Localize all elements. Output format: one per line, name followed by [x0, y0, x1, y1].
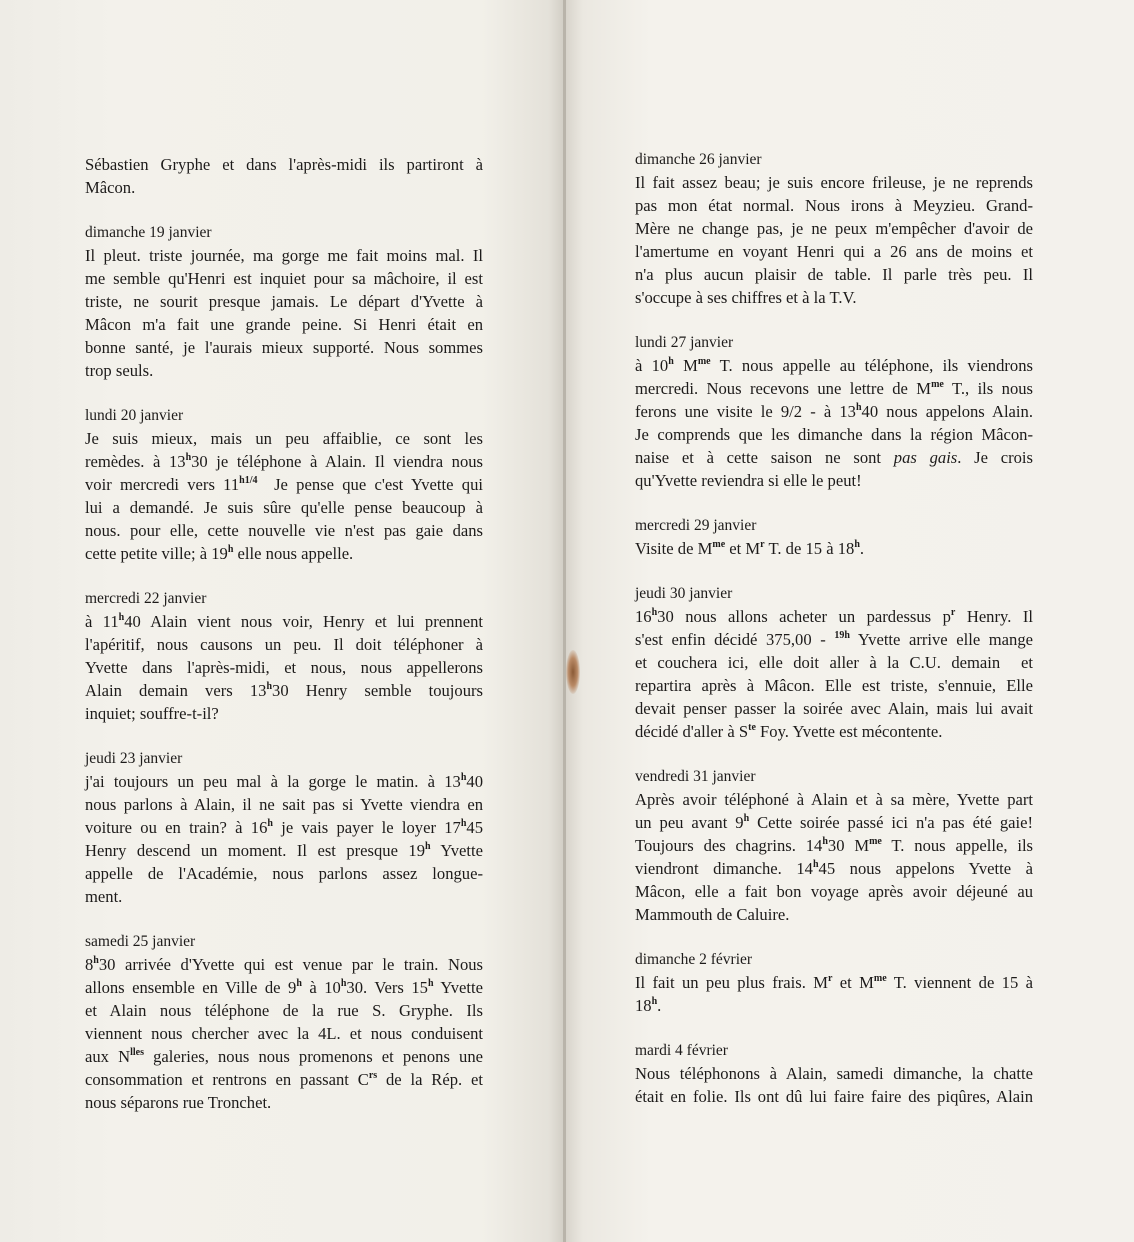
text-segment: Sébastien Gryphe et dans l'après-midi ils partiront à	[85, 155, 483, 174]
superscript: 19h	[834, 630, 850, 641]
text-line	[635, 697, 1033, 720]
superscript: h	[651, 607, 658, 618]
text-segment: bonne santé, je l'aurais mieux supporté. Nous sommes	[85, 338, 483, 357]
text-segment: ferons une visite le 9/2 - à 13	[635, 402, 856, 421]
superscript: h	[651, 996, 658, 1007]
text-segment: et M	[725, 539, 761, 558]
diary-entry	[635, 514, 1033, 560]
text-line	[635, 446, 1033, 469]
text-segment: T. nous appelle au téléphone, ils viendrons	[710, 356, 1033, 375]
text-segment: et M	[832, 973, 874, 992]
text-line	[635, 377, 1033, 400]
superscript: lles	[130, 1047, 144, 1058]
superscript: h	[668, 356, 674, 367]
text-line	[85, 519, 483, 542]
text-segment: 30 Henry semble toujours	[272, 681, 483, 700]
text-segment: l'apéritif, nous causons un peu. Il doit téléphoner à	[85, 635, 483, 654]
superscript: h	[118, 612, 125, 623]
superscript: te	[748, 722, 756, 733]
diary-entry	[635, 765, 1033, 926]
text-segment: me semble qu'Henri est inquiet pour sa mâchoire, il est	[85, 269, 483, 288]
text-line	[635, 263, 1033, 286]
text-segment: 16	[635, 607, 652, 626]
text-segment: 30. Vers 15	[346, 978, 428, 997]
superscript: me	[873, 973, 887, 984]
text-segment: cette petite ville; à 19	[85, 544, 228, 563]
text-line	[635, 537, 1033, 560]
text-segment: Yvette	[430, 841, 484, 860]
superscript: h	[267, 818, 273, 829]
text-segment: Je comprends que les dimanche dans la région Mâcon-	[635, 425, 1033, 444]
text-line	[635, 423, 1033, 446]
text-segment: 30 M	[827, 836, 870, 855]
text-segment: n'a plus aucun plaisir de table. Il parle très peu. Il	[635, 265, 1033, 284]
diary-entry	[85, 221, 483, 382]
text-segment: 45 nous appelons Yvette à	[818, 859, 1034, 878]
text-segment: 40	[466, 772, 483, 791]
text-segment: à 10	[301, 978, 341, 997]
text-line	[635, 194, 1033, 217]
text-line	[85, 679, 483, 702]
entry-date: dimanche 2 février	[635, 951, 753, 968]
text-segment: à 11	[85, 612, 119, 631]
text-segment: était en folie. Ils ont dû lui faire faire des piqûres, Alain	[635, 1087, 1033, 1106]
text-line	[85, 610, 483, 633]
text-segment: inquiet; souffre-t-il?	[85, 704, 219, 723]
left-page-text	[85, 153, 483, 1136]
text-line	[635, 1085, 1033, 1108]
text-segment: devait penser passer la soirée avec Alain, mais lui avait	[635, 699, 1033, 718]
text-segment: triste, ne sourit presque jamais. Le départ d'Yvette à	[85, 292, 483, 311]
text-line	[85, 244, 483, 267]
text-segment: allons ensemble en Ville de 9	[85, 978, 297, 997]
text-segment: viendront dimanche. 14	[635, 859, 813, 878]
text-segment: Henry descend un moment. Il est presque 19	[85, 841, 426, 860]
superscript: me	[697, 356, 711, 367]
entry-date: mardi 4 février	[635, 1042, 728, 1059]
entry-date: dimanche 19 janvier	[85, 224, 212, 241]
superscript: h	[854, 539, 860, 550]
text-line	[85, 496, 483, 519]
text-segment: Visite de M	[635, 539, 713, 558]
text-segment: 18	[635, 996, 652, 1015]
text-segment: 45	[466, 818, 483, 837]
text-line	[85, 633, 483, 656]
text-line	[635, 1062, 1033, 1085]
text-segment: 30 arrivée d'Yvette qui est venue par le train. Nous	[98, 955, 483, 974]
text-line	[85, 816, 483, 839]
text-segment: qu'Yvette reviendra si elle le peut!	[635, 471, 862, 490]
text-line	[635, 857, 1033, 880]
diary-entry	[85, 587, 483, 725]
superscript: me	[869, 836, 882, 847]
text-segment: Cette soirée passé ici n'a pas été gaie!	[749, 813, 1033, 832]
text-line	[85, 267, 483, 290]
text-line	[85, 450, 483, 473]
text-segment: viennent nous chercher avec la 4L. et nous conduisent	[85, 1024, 483, 1043]
text-segment: voir mercredi vers 11	[85, 475, 240, 494]
text-line	[635, 674, 1033, 697]
text-segment: elle nous appelle.	[233, 544, 354, 563]
text-segment: T., ils nous	[943, 379, 1034, 398]
text-segment: et Alain nous téléphone de la rue S. Gryphe. Ils	[85, 1001, 483, 1020]
text-line	[635, 994, 1033, 1017]
text-segment: Il fait assez beau; je suis encore frileuse, je ne reprends	[635, 173, 1033, 192]
entry-date: mercredi 22 janvier	[85, 590, 207, 607]
text-segment: Foy. Yvette est mécontente.	[755, 722, 943, 741]
text-segment: .	[859, 539, 865, 558]
text-segment: Il pleut. triste journée, ma gorge me fait moins mal. Il	[85, 246, 483, 265]
text-line	[635, 217, 1033, 240]
superscript: h	[296, 978, 302, 989]
text-segment: T. viennent de 15 à	[886, 973, 1033, 992]
right-page-text	[635, 148, 1033, 1130]
diary-entry	[635, 582, 1033, 743]
text-segment: 30 nous allons acheter un pardessus p	[657, 607, 951, 626]
text-segment: appelle de l'Académie, nous parlons assez longue-	[85, 864, 483, 883]
superscript: r	[950, 607, 956, 618]
text-segment: Henry. Il	[955, 607, 1033, 626]
text-segment: Alain demain vers 13	[85, 681, 267, 700]
text-line	[85, 885, 483, 908]
text-segment: Yvette dans l'après-midi, et nous, nous appellerons	[85, 658, 483, 677]
text-line	[85, 953, 483, 976]
superscript: rs	[368, 1070, 378, 1081]
text-segment: Je suis mieux, mais un peu affaiblie, ce sont les	[85, 429, 483, 448]
text-segment: décidé d'aller à S	[635, 722, 749, 741]
text-segment: s'occupe à ses chiffres et à la T.V.	[635, 288, 857, 307]
entry-date: jeudi 23 janvier	[85, 750, 183, 767]
text-segment: voiture ou en train? à 16	[85, 818, 268, 837]
text-segment: j'ai toujours un peu mal à la gorge le matin. à 13	[85, 772, 461, 791]
superscript: h	[227, 544, 234, 555]
diary-entry	[85, 153, 483, 199]
superscript: h1/4	[239, 475, 258, 486]
text-line	[635, 880, 1033, 903]
diary-entry	[85, 404, 483, 565]
text-line	[635, 903, 1033, 926]
text-line	[85, 656, 483, 679]
text-segment: Nous téléphonons à Alain, samedi dimanche, la chatte	[635, 1064, 1033, 1083]
text-line	[85, 976, 483, 999]
text-segment: galeries, nous nous promenons et penons une	[143, 1047, 483, 1066]
text-line	[85, 999, 483, 1022]
text-line	[85, 1091, 483, 1114]
diary-entry	[635, 331, 1033, 492]
text-segment: pas mon état normal. Nous irons à Meyzieu. Grand-	[635, 196, 1033, 215]
text-segment: T. de 15 à 18	[764, 539, 855, 558]
text-line	[635, 628, 1033, 651]
text-line	[85, 313, 483, 336]
text-line	[85, 336, 483, 359]
left-page	[0, 0, 566, 1242]
superscript: h	[427, 978, 434, 989]
diary-entry	[635, 1039, 1033, 1108]
text-segment: remèdes. à 13	[85, 452, 186, 471]
text-segment: ment.	[85, 887, 123, 906]
superscript: h	[812, 859, 819, 870]
superscript: h	[266, 681, 273, 692]
diary-entry	[635, 948, 1033, 1017]
entry-date: lundi 20 janvier	[85, 407, 184, 424]
text-line	[635, 469, 1033, 492]
text-segment: je vais payer le loyer 17	[272, 818, 461, 837]
text-segment: nous. pour elle, cette nouvelle vie n'est pas gaie dans	[85, 521, 483, 540]
right-page	[566, 0, 1134, 1242]
text-segment: aux N	[85, 1047, 131, 1066]
superscript: h	[460, 772, 467, 783]
text-segment: 30 je téléphone à Alain. Il viendra nous	[191, 452, 483, 471]
text-line	[635, 834, 1033, 857]
text-segment: s'est enfin décidé 375,00 -	[635, 630, 835, 649]
text-segment: 40 nous appelons Alain.	[861, 402, 1033, 421]
text-segment: . Je crois	[957, 448, 1033, 467]
text-segment: Yvette	[433, 978, 483, 997]
text-line	[85, 542, 483, 565]
entry-date: samedi 25 janvier	[85, 933, 196, 950]
text-line	[635, 605, 1033, 628]
text-segment: Toujours des chagrins. 14	[635, 836, 823, 855]
superscript: h	[340, 978, 347, 989]
text-line	[635, 811, 1033, 834]
text-line	[85, 290, 483, 313]
text-segment: consommation et rentrons en passant C	[85, 1070, 369, 1089]
text-line	[635, 354, 1033, 377]
text-line	[635, 971, 1033, 994]
text-segment: de la Rép. et	[377, 1070, 483, 1089]
text-line	[85, 427, 483, 450]
text-segment: à 10	[635, 356, 669, 375]
text-segment: T. nous appelle, ils	[881, 836, 1034, 855]
superscript: h	[93, 955, 99, 966]
text-segment: l'amertume en voyant Henri qui a 26 ans de moins et	[635, 242, 1033, 261]
text-line	[635, 651, 1033, 674]
text-segment: Mâcon.	[85, 178, 136, 197]
text-segment: .	[657, 996, 662, 1015]
text-segment: et couchera ici, elle doit aller à la C.U. demain et	[635, 653, 1033, 672]
text-line	[85, 1045, 483, 1068]
text-segment: nous parlons à Alain, il ne sait pas si Yvette viendra en	[85, 795, 483, 814]
italic-text: pas gais	[893, 448, 958, 467]
text-segment: M	[673, 356, 698, 375]
text-line	[85, 1022, 483, 1045]
text-segment: Mâcon, elle a fait bon voyage après avoir déjeuné au	[635, 882, 1033, 901]
text-segment: 40 Alain vient nous voir, Henry et lui prennent	[124, 612, 483, 631]
superscript: r	[760, 539, 765, 550]
text-segment: 8	[85, 955, 94, 974]
text-line	[635, 240, 1033, 263]
text-line	[635, 171, 1033, 194]
text-line	[85, 359, 483, 382]
superscript: h	[425, 841, 431, 852]
text-segment: Mammouth de Caluire.	[635, 905, 790, 924]
text-line	[635, 286, 1033, 309]
entry-date: lundi 27 janvier	[635, 334, 734, 351]
paper-stain	[566, 650, 580, 694]
diary-entry	[85, 930, 483, 1114]
text-line	[85, 176, 483, 199]
text-line	[85, 1068, 483, 1091]
text-segment: Je pense que c'est Yvette qui	[257, 475, 483, 494]
text-segment: Yvette arrive elle mange	[849, 630, 1033, 649]
text-line	[85, 793, 483, 816]
text-line	[635, 720, 1033, 743]
text-line	[85, 862, 483, 885]
text-segment: repartira après à Mâcon. Elle est triste, s'ennuie, Elle	[635, 676, 1033, 695]
entry-date: mercredi 29 janvier	[635, 517, 757, 534]
text-line	[85, 473, 483, 496]
superscript: me	[931, 379, 944, 390]
entry-date: vendredi 31 janvier	[635, 768, 756, 785]
text-segment: mercredi. Nous recevons une lettre de M	[635, 379, 932, 398]
superscript: h	[855, 402, 862, 413]
text-segment: lui a demandé. Je suis sûre qu'elle pense beaucoup à	[85, 498, 483, 517]
text-segment: nous séparons rue Tronchet.	[85, 1093, 272, 1112]
diary-entry	[85, 747, 483, 908]
superscript: h	[743, 813, 750, 824]
entry-date: dimanche 26 janvier	[635, 151, 762, 168]
book-fold	[563, 0, 566, 1242]
text-line	[635, 788, 1033, 811]
text-segment: trop seuls.	[85, 361, 154, 380]
superscript: h	[460, 818, 467, 829]
text-segment: un peu avant 9	[635, 813, 744, 832]
text-line	[85, 702, 483, 725]
text-segment: Mâcon m'a fait une grande peine. Si Henri était en	[85, 315, 483, 334]
entry-date: jeudi 30 janvier	[635, 585, 733, 602]
text-segment: Après avoir téléphoné à Alain et à sa mère, Yvette part	[635, 790, 1033, 809]
superscript: h	[185, 452, 192, 463]
superscript: me	[712, 539, 726, 550]
text-segment: naise et à cette saison ne sont	[635, 448, 894, 467]
text-line	[85, 770, 483, 793]
superscript: h	[822, 836, 828, 847]
text-line	[85, 839, 483, 862]
text-segment: Mère ne change pas, je ne peux m'empêcher d'avoir de	[635, 219, 1033, 238]
text-line	[635, 400, 1033, 423]
diary-entry	[635, 148, 1033, 309]
text-line	[85, 153, 483, 176]
superscript: r	[828, 973, 833, 984]
text-segment: Il fait un peu plus frais. M	[635, 973, 828, 992]
